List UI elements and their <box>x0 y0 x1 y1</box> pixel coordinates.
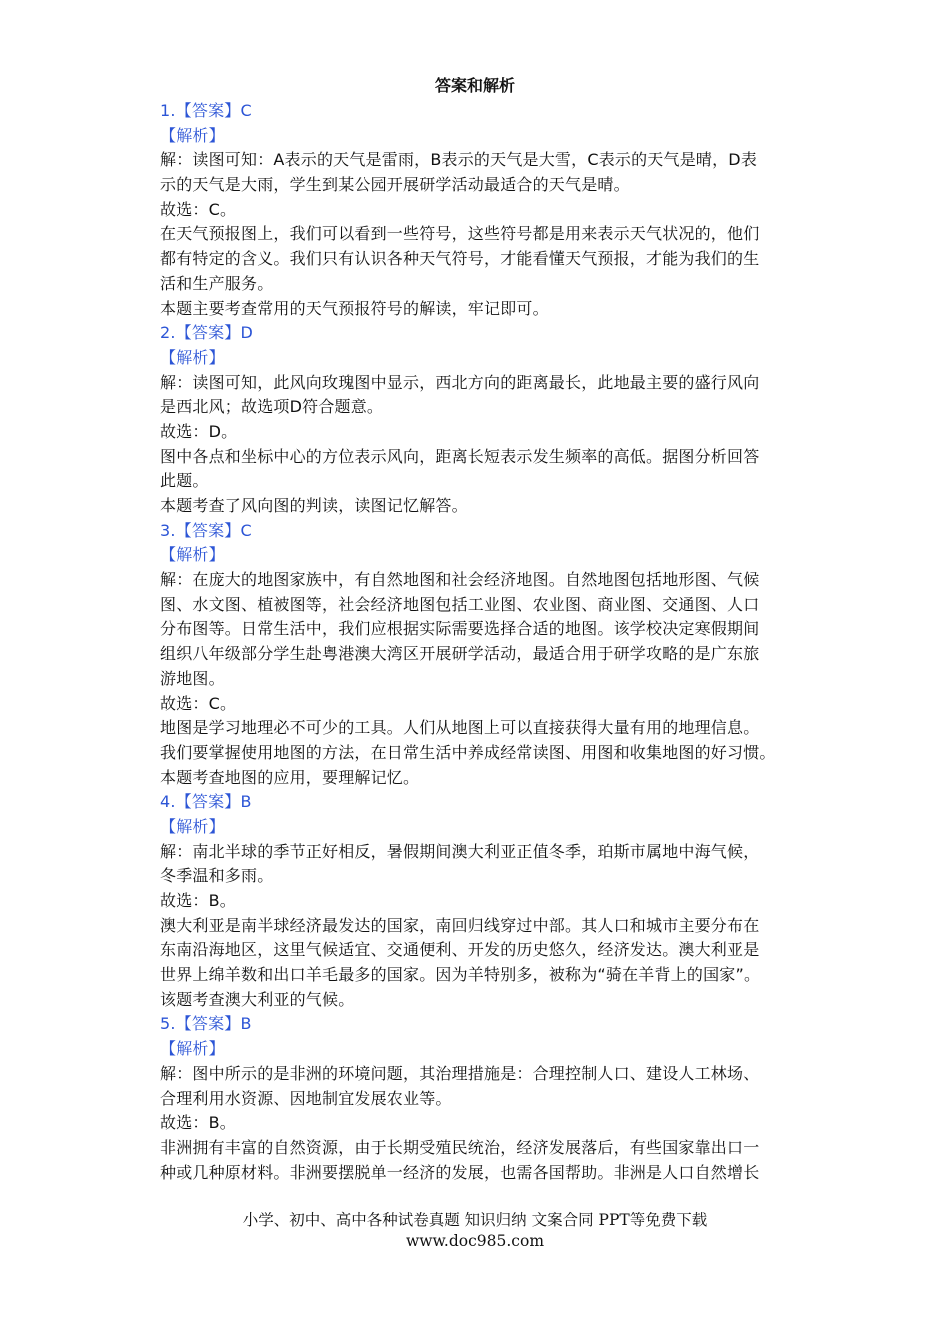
analysis-3-line-3: 分布图等。日常生活中，我们应根据实际需要选择合适的地图。该学校决定寒假期间 <box>160 619 760 639</box>
analysis-label-3: 【解析】 <box>160 545 225 565</box>
analysis-4-line-4: 澳大利亚是南半球经济最发达的国家，南回归线穿过中部。其人口和城市主要分布在 <box>160 915 760 935</box>
analysis-1-line-3: 故选：C。 <box>160 199 237 219</box>
analysis-4-line-7: 该题考查澳大利亚的气候。 <box>160 989 355 1009</box>
analysis-4-line-1: 解：南北半球的季节正好相反，暑假期间澳大利亚正值冬季，珀斯市属地中海气候， <box>160 841 760 861</box>
analysis-label-5: 【解析】 <box>160 1039 225 1059</box>
analysis-3-line-4: 组织八年级部分学生赴粤港澳大湾区开展研学活动，最适合用于研学攻略的是广东旅 <box>160 644 760 664</box>
analysis-5-line-3: 故选：B。 <box>160 1113 236 1133</box>
footer-promo-text: 小学、初中、高中各种试卷真题 知识归纳 文案合同 PPT等免费下载 <box>242 1211 708 1229</box>
analysis-3-line-1: 解：在庞大的地图家族中，有自然地图和社会经济地图。自然地图包括地形图、气候 <box>160 570 760 590</box>
analysis-1-line-4: 在天气预报图上，我们可以看到一些符号，这些符号都是用来表示天气状况的，他们 <box>160 224 760 244</box>
analysis-label-4: 【解析】 <box>160 816 225 836</box>
analysis-5-line-1: 解：图中所示的是非洲的环境问题，其治理措施是：合理控制人口、建设人工林场、 <box>160 1063 760 1083</box>
answer-content <box>160 99 795 1185</box>
answer-1: 1.【答案】C <box>160 101 252 120</box>
answer-4: 4.【答案】B <box>160 792 252 812</box>
analysis-label-2: 【解析】 <box>160 347 225 367</box>
analysis-1-line-7: 本题主要考查常用的天气预报符号的解读，牢记即可。 <box>160 298 549 318</box>
analysis-1-line-6: 活和生产服务。 <box>160 273 274 293</box>
analysis-1-line-1: 解：读图可知：A表示的天气是雷雨，B表示的天气是大雪，C表示的天气是晴，D表 <box>160 150 758 170</box>
analysis-4-line-6: 世界上绵羊数和出口羊毛最多的国家。因为羊特别多，被称为“骑在羊背上的国家”。 <box>160 965 761 985</box>
analysis-label-1: 【解析】 <box>160 125 225 145</box>
analysis-4-line-2: 冬季温和多雨。 <box>160 866 274 886</box>
analysis-5-line-2: 合理利用水资源、因地制宜发展农业等。 <box>160 1088 452 1108</box>
analysis-5-line-4: 非洲拥有丰富的自然资源，由于长期受殖民统治，经济发展落后，有些国家靠出口一 <box>160 1137 760 1157</box>
analysis-3-line-5: 游地图。 <box>160 668 225 688</box>
analysis-3-line-9: 本题考查地图的应用，要理解记忆。 <box>160 767 420 787</box>
answer-3: 3.【答案】C <box>160 520 252 540</box>
analysis-3-line-8: 我们要掌握使用地图的方法，在日常生活中养成经常读图、用图和收集地图的好习惯。 <box>160 742 776 762</box>
analysis-2-line-1: 解：读图可知，此风向玫瑰图中显示，西北方向的距离最长，此地最主要的盛行风向 <box>160 372 760 392</box>
answer-5: 5.【答案】B <box>160 1014 252 1034</box>
analysis-1-line-5: 都有特定的含义。我们只有认识各种天气符号，才能看懂天气预报，才能为我们的生 <box>160 249 760 269</box>
analysis-2-line-4: 图中各点和坐标中心的方位表示风向，距离长短表示发生频率的高低。据图分析回答 <box>160 446 760 466</box>
analysis-2-line-3: 故选：D。 <box>160 421 238 441</box>
analysis-2-line-6: 本题考查了风向图的判读，读图记忆解答。 <box>160 496 468 515</box>
footer-website-link[interactable]: www.doc985.com <box>405 1232 545 1250</box>
analysis-1-line-2: 示的天气是大雨，学生到某公园开展研学活动最适合的天气是晴。 <box>160 175 630 195</box>
analysis-2-line-2: 是西北风；故选项D符合题意。 <box>160 397 384 417</box>
analysis-5-line-5: 种或几种原材料。非洲要摆脱单一经济的发展，也需各国帮助。非洲是人口自然增长 <box>160 1162 760 1182</box>
analysis-3-line-7: 地图是学习地理必不可少的工具。人们从地图上可以直接获得大量有用的地理信息。 <box>160 718 760 738</box>
page-footer <box>0 1210 950 1252</box>
analysis-4-line-5: 东南沿海地区，这里气候适宜、交通便利、开发的历史悠久，经济发达。澳大利亚是 <box>160 940 760 960</box>
answer-2: 2.【答案】D <box>160 323 253 343</box>
analysis-2-line-5: 此题。 <box>160 471 209 491</box>
analysis-3-line-2: 图、水文图、植被图等，社会经济地图包括工业图、农业图、商业图、交通图、人口 <box>160 594 760 614</box>
analysis-3-line-6: 故选：C。 <box>160 693 237 713</box>
analysis-4-line-3: 故选：B。 <box>160 891 236 910</box>
page-title: 答案和解析 <box>434 76 515 95</box>
